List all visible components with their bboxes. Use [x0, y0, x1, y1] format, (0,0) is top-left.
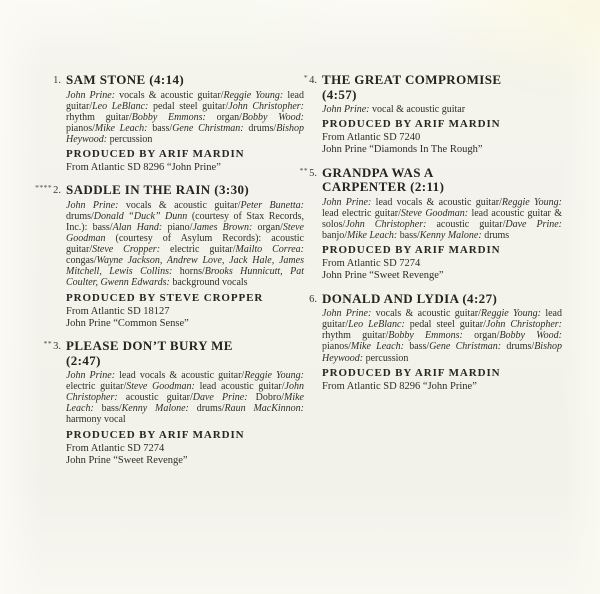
track-number — [0, 75, 66, 86]
credit-name: James Brown: — [192, 221, 253, 233]
source-line: From Atlantic SD 7240 — [322, 132, 421, 144]
credit-role: rhythm guitar/ — [322, 330, 389, 342]
credit-name: Mailto Correa: — [235, 244, 304, 256]
credit-name: Leo LeBlanc: — [348, 319, 405, 331]
source-album — [322, 381, 562, 393]
credit-role: electric guitar/ — [160, 244, 236, 256]
credit-role: bass/ — [93, 403, 122, 415]
credit-name: Bishop Heywood: — [66, 122, 304, 145]
track-title-line: SAM STONE (4:14) — [66, 72, 185, 87]
credit-role: organ/ — [205, 111, 242, 123]
source-line: From Atlantic SD 18127 — [66, 305, 170, 317]
track-title — [66, 183, 304, 198]
track-entry — [309, 290, 563, 393]
track-title-line: SADDLE IN THE RAIN (3:30) — [66, 182, 250, 198]
credit-role: drums — [481, 229, 510, 241]
credit-role: percussion — [363, 352, 409, 364]
footnote-marks: * — [303, 73, 309, 82]
source-album — [322, 132, 562, 157]
credit-role: pedal steel guitar/ — [404, 319, 486, 331]
source-line: From Atlantic SD 8296 “John Prine” — [66, 161, 221, 173]
credit-role: drums/ — [188, 403, 225, 415]
credit-role: drums/ — [501, 341, 535, 353]
track-credits — [66, 370, 304, 425]
credit-role: percussion — [107, 133, 153, 145]
credit-role: lead acoustic guitar/ — [194, 381, 285, 393]
produced-by-line: PRODUCED BY ARIF MARDIN — [66, 147, 245, 160]
source-line: From Atlantic SD 8296 “John Prine” — [322, 380, 477, 392]
credit-role: pedal steel guitar/ — [148, 100, 229, 112]
credit-name: Bobby Emmons: — [131, 111, 206, 123]
footnote-marks: **** — [35, 183, 53, 193]
credit-name: John Prine: — [66, 199, 119, 211]
credit-role: bass/ — [403, 341, 430, 353]
track-number-text: 3. — [53, 341, 61, 353]
credit-role: vocal & acoustic guitar — [369, 104, 466, 115]
credit-role: congas/ — [66, 255, 97, 267]
track-number — [242, 294, 322, 305]
track-credits — [66, 90, 304, 145]
footnote-marks: ** — [43, 339, 53, 349]
source-album — [66, 443, 304, 468]
track-number — [242, 75, 322, 86]
produced-by-line: PRODUCED BY ARIF MARDIN — [322, 244, 501, 257]
credit-name: Mike Leach: — [66, 392, 304, 415]
track-title-line: (2:47) — [66, 352, 101, 368]
credit-role: (courtesy of Stax Records, Inc.): bass/ — [66, 210, 304, 233]
credit-name: Steve Goodman: — [400, 207, 469, 219]
credit-name: Bobby Emmons: — [388, 330, 463, 342]
credit-role: pianos/ — [66, 122, 95, 134]
credit-role: lead vocals & acoustic guitar/ — [115, 370, 245, 382]
credit-name: Donald “Duck” Dunn — [93, 210, 188, 222]
track-credits — [322, 104, 562, 115]
credit-name: Brooks Hunnicutt, Pat Coulter, Gwenn Edwards: — [66, 266, 304, 289]
credit-role: lead guitar/ — [322, 308, 562, 331]
credit-name: John Prine: — [322, 104, 370, 115]
track-entry — [299, 164, 562, 283]
credit-name: John Christopher: — [345, 218, 427, 230]
credit-name: Alan Hand: — [112, 221, 163, 233]
credit-name: Mike Leach: — [350, 341, 404, 353]
track-title — [66, 339, 304, 368]
credit-role: acoustic guitar/ — [426, 218, 506, 230]
credit-role: bass/ — [147, 122, 173, 134]
credit-role: lead vocals & acoustic guitar/ — [371, 196, 502, 208]
credit-name: Raun MacKinnon: — [224, 403, 305, 415]
credit-name: John Christopher: — [228, 100, 304, 112]
credit-name: John Prine: — [322, 308, 372, 320]
credit-name: Kenny Malone: — [121, 403, 189, 415]
credit-name: Steve Goodman — [66, 221, 304, 245]
credit-role: piano/ — [162, 221, 193, 233]
credit-role: (courtesy of Asylum Records): acoustic guitar/ — [66, 233, 304, 256]
track-title-line: THE GREAT COMPROMISE — [322, 72, 502, 87]
track-number — [0, 341, 66, 352]
credit-name: Steve Goodman: — [126, 381, 195, 393]
credit-name: Bobby Wood: — [499, 330, 562, 342]
credit-role: lead guitar/ — [66, 89, 304, 112]
credit-name: Reggie Young: — [501, 196, 562, 208]
track-credits — [322, 197, 562, 241]
credit-role: banjo/ — [322, 229, 347, 241]
footnote-marks: ** — [299, 165, 309, 175]
credit-name: John Christopher: — [485, 319, 563, 331]
credit-name: Reggie Young: — [223, 89, 284, 101]
track-title-line: (4:57) — [322, 86, 357, 102]
source-album — [322, 258, 562, 283]
credit-role: acoustic guitar/ — [117, 392, 193, 404]
credit-role: lead acoustic guitar & solos/ — [322, 207, 562, 230]
track-number-text: 2. — [53, 185, 61, 197]
track-number — [0, 185, 66, 196]
credit-name: Reggie Young: — [244, 370, 304, 382]
credit-name: Mike Leach: — [94, 122, 148, 134]
credit-name: Peter Bunetta: — [240, 199, 304, 211]
source-line: From Atlantic SD 7274 — [322, 258, 421, 270]
credit-role: lead electric guitar/ — [322, 207, 401, 219]
track-title — [322, 73, 562, 102]
track-number-text: 5. — [309, 167, 317, 179]
track-number-text: 1. — [53, 75, 61, 86]
left-column — [35, 72, 305, 476]
track-title-line: PLEASE DON’T BURY ME — [66, 338, 233, 354]
produced-by-line: PRODUCED BY ARIF MARDIN — [322, 366, 501, 379]
credit-name: John Prine: — [66, 89, 116, 101]
credit-name: Dave Prine: — [192, 392, 248, 404]
credit-role: electric guitar/ — [66, 381, 127, 393]
credit-name: Reggie Young: — [480, 308, 541, 320]
credit-role: vocals & acoustic guitar/ — [371, 308, 481, 320]
source-album — [66, 306, 304, 331]
track-title-line: DONALD AND LYDIA (4:27) — [322, 290, 498, 306]
credit-name: Wayne Jackson, Andrew Love, Jack Hale, James Mitchell, Lewis Collins: — [66, 255, 304, 278]
track-title — [322, 292, 562, 307]
credit-role: pianos/ — [322, 341, 351, 353]
credit-role: background vocals — [169, 277, 248, 289]
track-credits — [322, 308, 562, 363]
track-number-text: 4. — [309, 75, 317, 86]
track-title-line: GRANDPA WAS A — [322, 164, 434, 180]
credit-name: Steve Cropper: — [92, 244, 161, 256]
produced-by-line: PRODUCED BY ARIF MARDIN — [66, 428, 245, 441]
credit-role: drums/ — [66, 210, 94, 222]
source-line: From Atlantic SD 7274 — [66, 442, 165, 454]
track-entry — [303, 72, 562, 157]
credit-name: John Christopher: — [66, 381, 304, 404]
track-number-text: 6. — [309, 293, 317, 305]
right-column — [299, 72, 563, 402]
credit-name: Gene Christman: — [429, 341, 502, 353]
credit-name: Gene Christman: — [172, 122, 244, 134]
track-entry — [43, 338, 305, 467]
credit-role: Dobro/ — [247, 392, 284, 404]
source-line: John Prine “Common Sense” — [66, 317, 189, 329]
track-credits — [66, 200, 304, 289]
credit-name: John Prine: — [66, 370, 116, 382]
credit-role: organ/ — [252, 221, 283, 233]
track-entry — [35, 182, 304, 330]
credit-name: John Prine: — [322, 196, 372, 208]
credit-role: drums/ — [243, 122, 277, 134]
credit-role: vocals & acoustic guitar/ — [115, 89, 224, 101]
track-number — [242, 165, 322, 179]
credit-name: Bishop Heywood: — [322, 341, 562, 364]
credit-role: organ/ — [462, 330, 500, 342]
credit-name: Dave Prine: — [505, 218, 562, 230]
credit-name: Leo LeBlanc: — [92, 100, 149, 112]
credit-name: Bobby Wood: — [241, 111, 304, 123]
track-title-line: CARPENTER (2:11) — [322, 179, 445, 195]
track-title — [322, 166, 562, 195]
source-line: John Prine “Sweet Revenge” — [322, 270, 444, 282]
credit-role: bass/ — [397, 229, 420, 241]
produced-by-line: PRODUCED BY STEVE CROPPER — [66, 291, 264, 304]
credit-role: rhythm guitar/ — [66, 111, 132, 123]
source-line: John Prine “Sweet Revenge” — [66, 454, 188, 466]
credit-role: harmony vocal — [66, 414, 126, 426]
track-entry — [53, 72, 304, 174]
credit-role: horns/ — [172, 266, 205, 278]
produced-by-line: PRODUCED BY ARIF MARDIN — [322, 118, 501, 131]
credit-name: Kenny Malone: — [419, 229, 482, 241]
credit-role: vocals & acoustic guitar/ — [118, 199, 241, 211]
credit-name: Mike Leach: — [347, 229, 398, 241]
source-line: John Prine “Diamonds In The Rough” — [322, 144, 483, 156]
